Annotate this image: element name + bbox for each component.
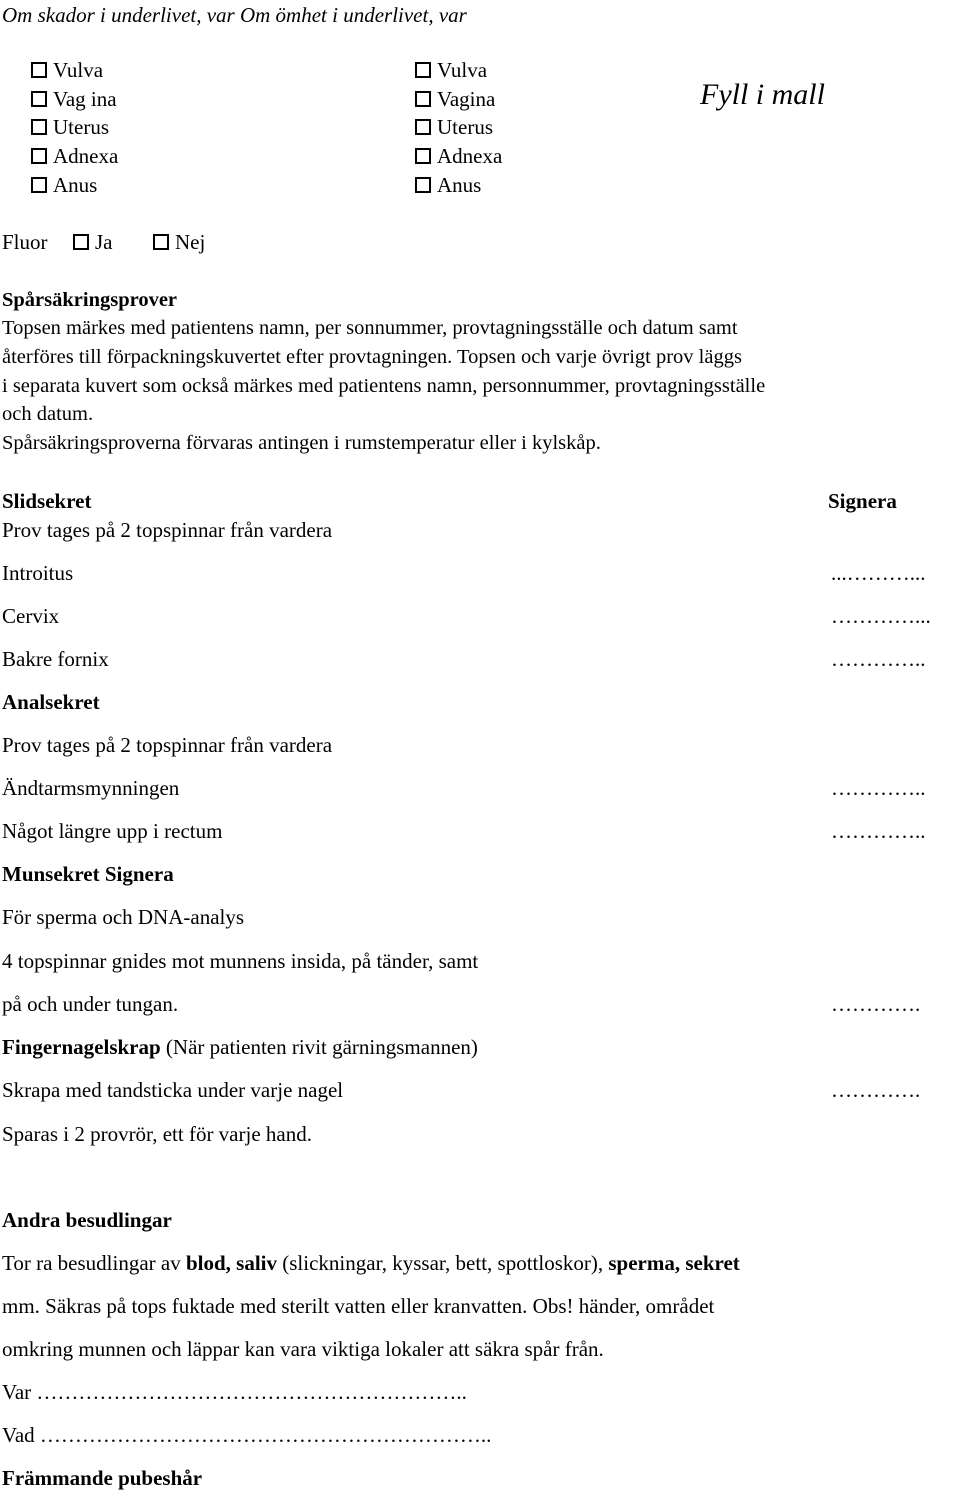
injury-check-vagina[interactable]: Vag ina (31, 89, 117, 110)
tenderness-check-uterus[interactable]: Uterus (415, 117, 493, 138)
trace-samples-line: Topsen märkes med patientens namn, per sonnummer, provtagningsställe och datum samt (2, 317, 738, 339)
sample-row-label: Något längre upp i rectum (2, 819, 223, 843)
tenderness-check-vagina[interactable]: Vagina (415, 89, 495, 110)
sign-column-label: Signera (828, 489, 897, 513)
sample-row-label: Cervix (2, 604, 60, 628)
signature-dots[interactable]: …………... (831, 604, 931, 628)
pubic-hair-heading: Främmande pubeshår (2, 1466, 203, 1490)
other-stains-line: Tor ra besudlingar av blod, saliv (slickningar, kyssar, bett, spottloskor), sperma, sekret (2, 1251, 740, 1275)
sample-row-label: Introitus (2, 561, 74, 585)
nail-note: (När patienten rivit gärningsmannen) (160, 1035, 478, 1059)
tenderness-check-adnexa[interactable]: Adnexa (415, 146, 502, 167)
checkbox[interactable] (73, 234, 89, 250)
signature-dots[interactable]: ………….. (831, 776, 926, 800)
checkbox[interactable] (415, 119, 431, 135)
signature-dots[interactable]: …………. (831, 1078, 921, 1102)
oral-line: För sperma och DNA-analys (2, 905, 245, 929)
tenderness-check-anus[interactable]: Anus (415, 175, 481, 196)
fluor-yes-option[interactable]: Ja (73, 232, 113, 253)
vaginal-heading: Slidsekret (2, 489, 92, 513)
injury-check-anus[interactable]: Anus (31, 175, 97, 196)
checkbox[interactable] (415, 91, 431, 107)
oral-line: på och under tungan. (2, 992, 179, 1016)
nail-heading-row (2, 1037, 478, 1058)
oral-line: 4 topspinnar gnides mot munnens insida, på tänder, samt (2, 949, 479, 973)
fluor-row (2, 232, 48, 253)
where-field[interactable]: Var …………………………………………………….. (2, 1380, 467, 1404)
checkbox[interactable] (31, 148, 47, 164)
trace-samples-line: och datum. (2, 403, 94, 425)
tenderness-check-vulva[interactable]: Vulva (415, 60, 487, 81)
checkbox[interactable] (415, 177, 431, 193)
injury-check-adnexa[interactable]: Adnexa (31, 146, 118, 167)
checkbox[interactable] (415, 148, 431, 164)
signature-dots[interactable]: ………….. (831, 647, 926, 671)
nail-line: Skrapa med tandsticka under varje nagel (2, 1078, 344, 1102)
checkbox[interactable] (415, 62, 431, 78)
signature-dots[interactable]: ...………... (831, 561, 926, 585)
injury-check-vulva[interactable]: Vulva (31, 60, 103, 81)
other-stains-line: omkring munnen och läppar kan vara viktiga lokaler att säkra spår från. (2, 1337, 604, 1361)
vaginal-instruction: Prov tages på 2 topspinnar från vardera (2, 518, 333, 542)
what-field[interactable]: Vad ……………………………………………………….. (2, 1423, 492, 1447)
trace-samples-line: Spårsäkringsproverna förvaras antingen i rumstemperatur eller i kylskåp. (2, 432, 601, 454)
trace-samples-heading: Spårsäkringsprover (2, 289, 178, 311)
trace-samples-line: i separata kuvert som också märkes med patientens namn, personnummer, provtagningsställe (2, 375, 766, 397)
nail-line: Sparas i 2 provrör, ett för varje hand. (2, 1122, 312, 1146)
signature-dots[interactable]: …………. (831, 992, 921, 1016)
injury-check-uterus[interactable]: Uterus (31, 117, 109, 138)
nail-heading: Fingernagelskrap (2, 1035, 161, 1059)
oral-heading: Munsekret Signera (2, 862, 174, 886)
fluor-no-option[interactable]: Nej (153, 232, 205, 253)
other-stains-heading: Andra besudlingar (2, 1208, 172, 1232)
checkbox[interactable] (31, 91, 47, 107)
fill-template-note: Fyll i mall (700, 78, 825, 111)
anal-instruction: Prov tages på 2 topspinnar från vardera (2, 733, 333, 757)
checkbox[interactable] (31, 177, 47, 193)
trace-samples-line: återföres till förpackningskuvertet efter provtagningen. Topsen och varje övrigt prov läggs (2, 346, 742, 368)
checkbox[interactable] (31, 119, 47, 135)
signature-dots[interactable]: ………….. (831, 819, 926, 843)
other-stains-line: mm. Säkras på tops fuktade med sterilt vatten eller kranvatten. Obs! händer, området (2, 1294, 715, 1318)
fluor-label: Fluor (2, 230, 48, 254)
checkbox[interactable] (31, 62, 47, 78)
sample-row-label: Ändtarmsmynningen (2, 776, 180, 800)
anal-heading: Analsekret (2, 690, 100, 714)
sample-row-label: Bakre fornix (2, 647, 109, 671)
checkbox[interactable] (153, 234, 169, 250)
page-title: Om skador i underlivet, var Om ömhet i underlivet, var (2, 3, 467, 27)
